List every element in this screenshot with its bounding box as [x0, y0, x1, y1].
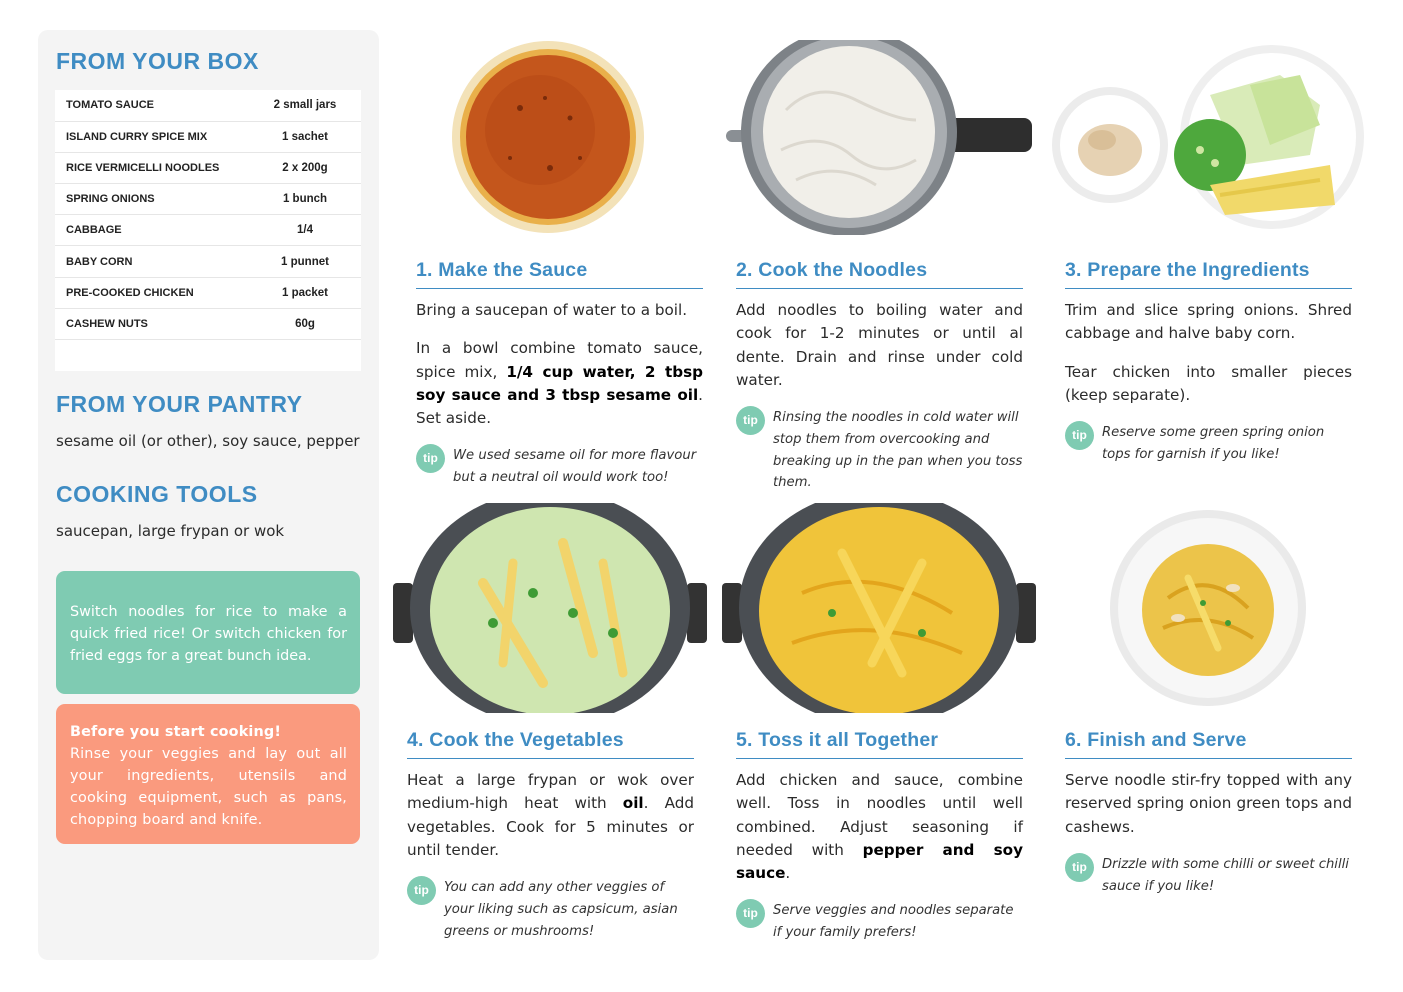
step-1-para-2 — [416, 337, 703, 430]
ingredient-name: PRE-COOKED CHICKEN — [55, 277, 249, 308]
ingredient-name: TOMATO SAUCE — [55, 90, 249, 121]
step-4 — [407, 729, 694, 942]
step-6-body — [1065, 769, 1352, 839]
step-2-body — [736, 299, 1023, 392]
table-row — [55, 90, 361, 121]
table-row-empty — [55, 340, 361, 371]
table-row — [55, 121, 361, 152]
step-3-para-1: Trim and slice spring onions. Shred cabbage and halve baby corn. — [1065, 301, 1352, 343]
swap-tip-text: Switch noodles for rice to make a quick fried rice! Or switch chicken for fried eggs for a great bunch idea. — [70, 604, 347, 664]
tip-icon: tip — [736, 899, 765, 928]
step-4-tip — [407, 877, 694, 942]
plated-dish-photo — [1108, 508, 1308, 708]
tools-text: saucepan, large frypan or wok — [56, 522, 285, 540]
step-6-tip-text: Drizzle with some chilli or sweet chilli sauce if you like! — [1102, 856, 1349, 894]
table-row — [55, 215, 361, 246]
ingredient-qty: 1 packet — [249, 277, 361, 308]
step-1-tip — [416, 445, 703, 488]
step-4-para-1-bold: oil — [622, 794, 644, 813]
step-6-para-1: Serve noodle stir-fry topped with any reserved spring onion green tops and cashews. — [1065, 771, 1352, 836]
step-4-para-1-text: Heat a large frypan or wok over medium-high heat with — [407, 771, 694, 813]
before-cooking-title: Before you start cooking! — [70, 724, 282, 740]
ingredient-name: CASHEW NUTS — [55, 308, 249, 339]
tip-icon: tip — [407, 876, 436, 905]
step-1-para-2-text: In a bowl combine tomato sauce, spice mix, — [416, 339, 703, 381]
step-4-para-1 — [407, 769, 694, 862]
ingredient-name: BABY CORN — [55, 246, 249, 277]
prepared-ingredients-photo — [1050, 45, 1365, 235]
step-6-title: 6. Finish and Serve — [1065, 729, 1352, 759]
step-4-title: 4. Cook the Vegetables — [407, 729, 694, 759]
sidebar-panel — [38, 30, 379, 960]
table-row — [55, 184, 361, 215]
before-cooking-text: Rinse your veggies and lay out all your ingredients, utensils and cooking equipment, such as pans, chopping board and knife. — [70, 746, 347, 828]
ingredient-name: SPRING ONIONS — [55, 184, 249, 215]
step-3-tip — [1065, 422, 1352, 465]
step-2 — [736, 259, 1023, 494]
step-2-para-1: Add noodles to boiling water and cook for 1-2 minutes or until al dente. Drain and rinse under cold water. — [736, 301, 1023, 389]
ingredient-qty: 2 x 200g — [249, 152, 361, 183]
tip-icon: tip — [736, 406, 765, 435]
step-2-tip — [736, 407, 1023, 494]
from-your-box-heading: FROM YOUR BOX — [56, 48, 259, 74]
step-4-para-1-end: . Add vegetables. Cook for 5 minutes or until tender. — [407, 794, 694, 859]
cooking-tools-heading: COOKING TOOLS — [56, 481, 258, 507]
step-1-para-2-bold: 1/4 cup water, 2 tbsp soy sauce and 3 tbsp sesame oil — [416, 362, 704, 404]
step-3-para-2: Tear chicken into smaller pieces (keep separate). — [1065, 362, 1352, 404]
step-5-body — [736, 769, 1023, 885]
step-1 — [416, 259, 703, 489]
step-3-title: 3. Prepare the Ingredients — [1065, 259, 1352, 289]
step-3-body — [1065, 299, 1352, 407]
swap-tip-box — [56, 571, 360, 694]
step-5-tip-text: Serve veggies and noodles separate if your family prefers! — [773, 903, 1014, 941]
step-2-title: 2. Cook the Noodles — [736, 259, 1023, 289]
step-4-body — [407, 769, 694, 862]
step-1-para-2-end: . Set aside. — [416, 385, 703, 428]
ingredient-qty: 60g — [249, 308, 361, 339]
pantry-text: sesame oil (or other), soy sauce, pepper — [56, 432, 360, 450]
table-row — [55, 152, 361, 183]
tip-icon: tip — [1065, 421, 1094, 450]
ingredient-name: RICE VERMICELLI NOODLES — [55, 152, 249, 183]
ingredient-qty: 1/4 — [249, 215, 361, 246]
ingredient-qty: 1 punnet — [249, 246, 361, 277]
table-row — [55, 308, 361, 339]
table-row — [55, 246, 361, 277]
step-1-body — [416, 299, 703, 430]
step-3-tip-text: Reserve some green spring onion tops for garnish if you like! — [1102, 425, 1325, 462]
ingredient-qty: 1 sachet — [249, 121, 361, 152]
step-5-para-1-bold: pepper and soy sauce — [736, 840, 1023, 883]
step-1-title: 1. Make the Sauce — [416, 259, 703, 289]
table-row — [55, 277, 361, 308]
step-1-tip-text: We used sesame oil for more flavour but a neutral oil would work too! — [453, 448, 697, 486]
step-5-tip — [736, 900, 1023, 943]
ingredient-qty: 1 bunch — [249, 184, 361, 215]
sauce-bowl-photo — [450, 38, 648, 238]
tip-icon: tip — [1065, 853, 1094, 882]
wok-tossed-photo — [722, 503, 1036, 713]
step-5-para-1-end: . — [785, 864, 791, 883]
step-2-tip-text: Rinsing the noodles in cold water will stop them from overcooking and breaking up in the pan when you toss them. — [773, 410, 1023, 491]
step-5-title: 5. Toss it all Together — [736, 729, 1023, 759]
tip-icon: tip — [416, 444, 445, 473]
step-5 — [736, 729, 1023, 944]
step-4-tip-text: You can add any other veggies of your liking such as capsicum, asian greens or mushrooms! — [444, 880, 678, 939]
step-1-para-1: Bring a saucepan of water to a boil. — [416, 301, 688, 319]
before-cooking-box — [56, 704, 360, 844]
step-6 — [1065, 729, 1352, 897]
from-your-pantry-heading: FROM YOUR PANTRY — [56, 391, 303, 417]
ingredient-name: CABBAGE — [55, 215, 249, 246]
step-3 — [1065, 259, 1352, 466]
noodles-colander-photo — [726, 40, 1032, 235]
ingredient-qty: 2 small jars — [249, 90, 361, 121]
wok-vegetables-photo — [393, 503, 707, 713]
ingredient-name: ISLAND CURRY SPICE MIX — [55, 121, 249, 152]
step-5-para-1-text: Add chicken and sauce, combine well. Toss in noodles until well combined. Adjust seasoning if needed with — [736, 771, 1023, 859]
ingredients-table — [55, 90, 361, 371]
step-6-tip — [1065, 854, 1352, 897]
step-5-para-1 — [736, 769, 1023, 885]
